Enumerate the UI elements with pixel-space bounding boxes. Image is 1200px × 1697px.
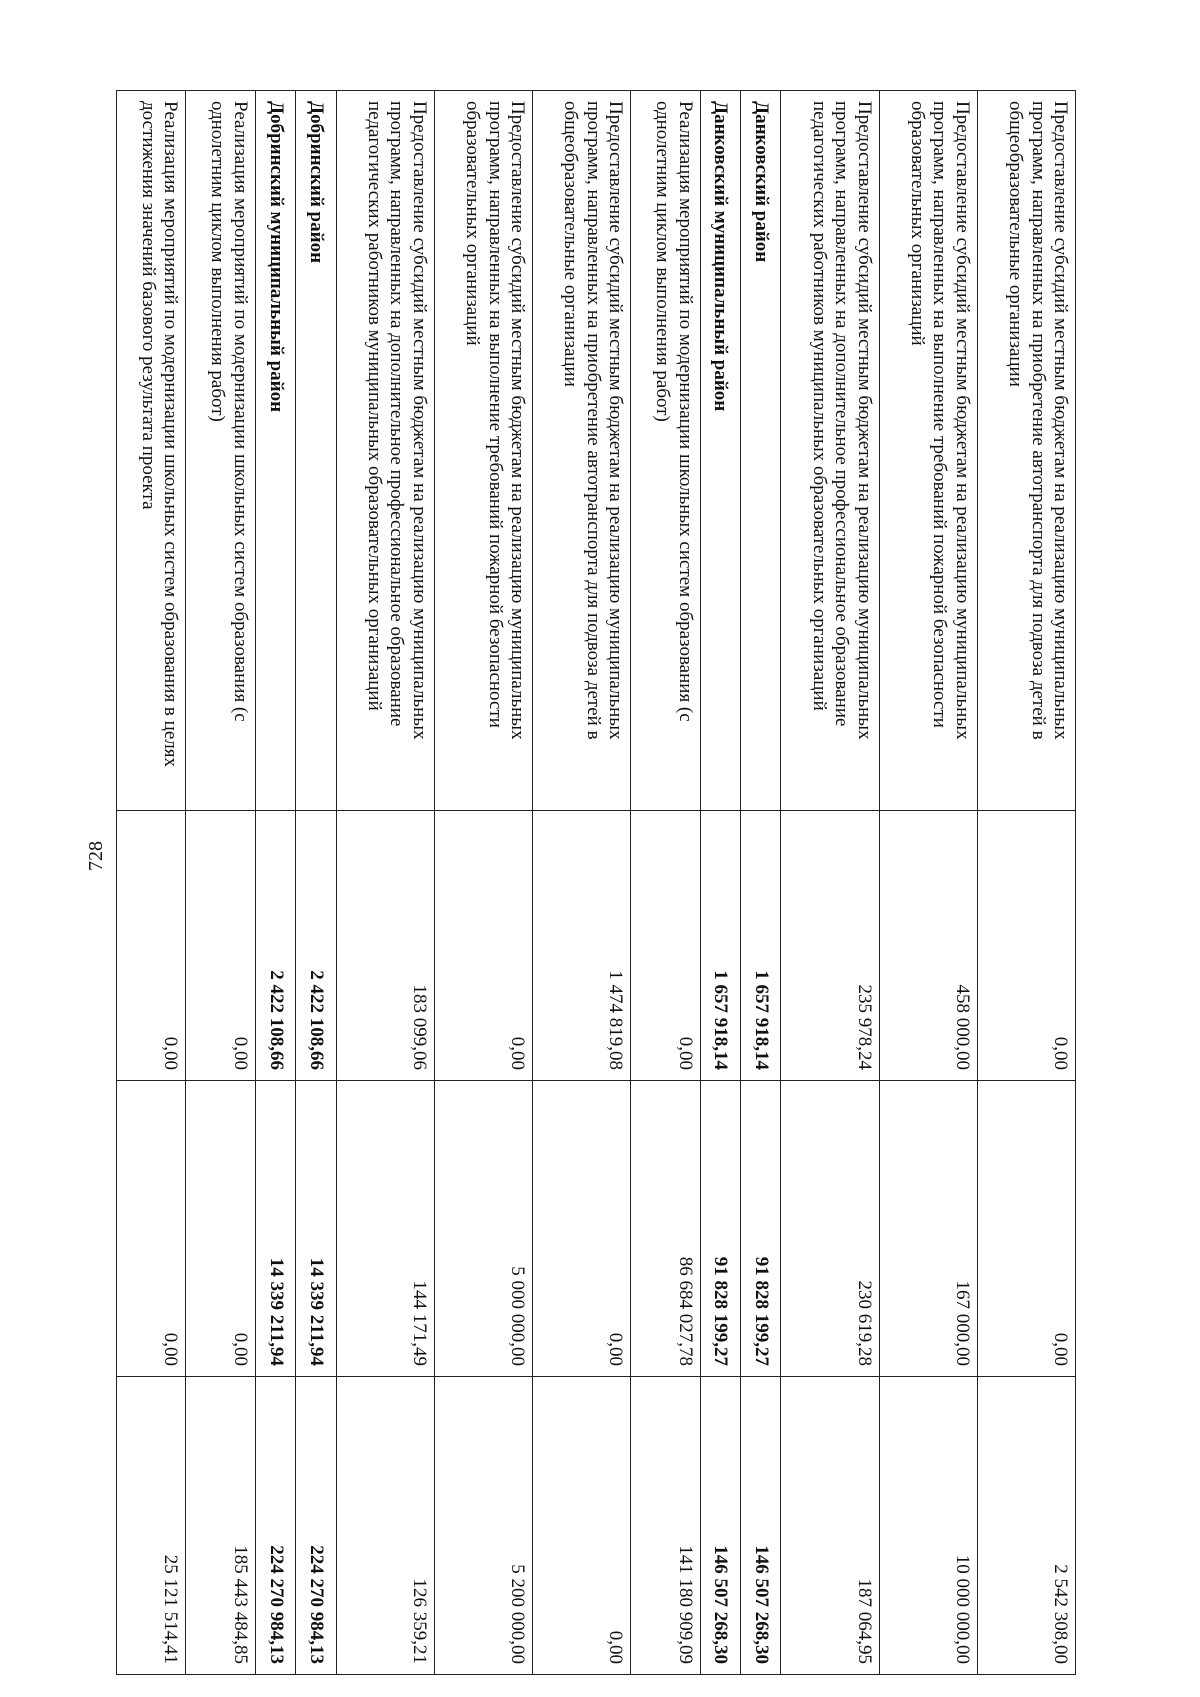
table-row: [781, 91, 879, 1675]
row-value-3: 2 542 308,00: [977, 1377, 1075, 1675]
row-value-3: 0,00: [533, 1377, 631, 1675]
row-value-3: 126 359,21: [336, 1377, 434, 1675]
row-value-2: 0,00: [117, 1081, 186, 1377]
row-value-3: 187 064,95: [781, 1377, 879, 1675]
row-value-1: 0,00: [631, 811, 700, 1081]
table-row-total: [255, 91, 295, 1675]
table-row: [879, 91, 977, 1675]
row-value-2: 91 828 199,27: [740, 1081, 780, 1377]
row-value-2: 5 000 000,00: [434, 1081, 532, 1377]
row-value-3: 141 180 909,09: [631, 1377, 700, 1675]
row-value-1: 1 474 819,08: [533, 811, 631, 1081]
row-description: Реализация мероприятий по модернизации школьных систем образования в целях достижения значений базового результата проекта: [117, 91, 186, 811]
row-value-1: 2 422 108,66: [255, 811, 295, 1081]
row-description: Предоставление субсидий местным бюджетам на реализацию муниципальных программ, направленных на дополнительное профессиональное образование педагогических работников муниципальных образовательных организаций: [781, 91, 879, 811]
table-row: [117, 91, 186, 1675]
row-value-3: 185 443 484,85: [186, 1377, 255, 1675]
row-value-1: 1 657 918,14: [700, 811, 740, 1081]
row-value-2: 14 339 211,94: [255, 1081, 295, 1377]
row-value-1: 0,00: [434, 811, 532, 1081]
row-value-2: 14 339 211,94: [296, 1081, 336, 1377]
row-value-1: 458 000,00: [879, 811, 977, 1081]
table-row: [434, 91, 532, 1675]
table-row: [533, 91, 631, 1675]
row-value-2: 230 619,28: [781, 1081, 879, 1377]
row-value-2: 0,00: [533, 1081, 631, 1377]
row-value-2: 91 828 199,27: [700, 1081, 740, 1377]
row-value-3: 25 121 514,41: [117, 1377, 186, 1675]
row-value-2: 167 000,00: [879, 1081, 977, 1377]
row-value-3: 146 507 268,30: [740, 1377, 780, 1675]
table-row: [631, 91, 700, 1675]
budget-table: [116, 90, 1076, 1675]
row-value-3: 5 200 000,00: [434, 1377, 532, 1675]
row-description: Предоставление субсидий местным бюджетам на реализацию муниципальных программ, направленных на приобретение автотранспорта для подвоза детей в общеобразовательные организации: [977, 91, 1075, 811]
row-value-1: 2 422 108,66: [296, 811, 336, 1081]
row-description: Предоставление субсидий местным бюджетам на реализацию муниципальных программ, направленных на приобретение автотранспорта для подвоза детей в общеобразовательные организации: [533, 91, 631, 811]
row-value-1: 0,00: [977, 811, 1075, 1081]
table-rotated-container: [116, 90, 1076, 1674]
row-value-1: 183 099,06: [336, 811, 434, 1081]
row-value-3: 146 507 268,30: [700, 1377, 740, 1675]
row-value-2: 0,00: [186, 1081, 255, 1377]
row-description: Реализация мероприятий по модернизации школьных систем образования (с однолетним циклом выполнения работ): [631, 91, 700, 811]
row-value-1: 0,00: [117, 811, 186, 1081]
row-description: Добринский район: [296, 91, 336, 811]
table-body: [117, 91, 1076, 1675]
row-value-2: 0,00: [977, 1081, 1075, 1377]
table-row-total: [700, 91, 740, 1675]
row-description: Данковский район: [740, 91, 780, 811]
row-value-2: 86 684 027,78: [631, 1081, 700, 1377]
table-row-total: [296, 91, 336, 1675]
row-description: Предоставление субсидий местным бюджетам на реализацию муниципальных программ, направленных на выполнение требований пожарной безопасности образовательных организаций: [434, 91, 532, 811]
row-value-2: 144 171,49: [336, 1081, 434, 1377]
table-row: [186, 91, 255, 1675]
table-row-total: [740, 91, 780, 1675]
row-value-3: 10 000 000,00: [879, 1377, 977, 1675]
row-description: Добринский муниципальный район: [255, 91, 295, 811]
row-value-1: 1 657 918,14: [740, 811, 780, 1081]
table-row: [336, 91, 434, 1675]
row-value-3: 224 270 984,13: [296, 1377, 336, 1675]
row-value-3: 224 270 984,13: [255, 1377, 295, 1675]
row-description: Предоставление субсидий местным бюджетам на реализацию муниципальных программ, направленных на дополнительное профессиональное образование педагогических работников муниципальных образовательных организаций: [336, 91, 434, 811]
row-description: Реализация мероприятий по модернизации школьных систем образования (с однолетним циклом выполнения работ): [186, 91, 255, 811]
table-row: [977, 91, 1075, 1675]
row-value-1: 235 978,24: [781, 811, 879, 1081]
page-number: 728: [85, 841, 107, 871]
row-description: Данковский муниципальный район: [700, 91, 740, 811]
row-description: Предоставление субсидий местным бюджетам на реализацию муниципальных программ, направленных на выполнение требований пожарной безопасности образовательных организаций: [879, 91, 977, 811]
row-value-1: 0,00: [186, 811, 255, 1081]
